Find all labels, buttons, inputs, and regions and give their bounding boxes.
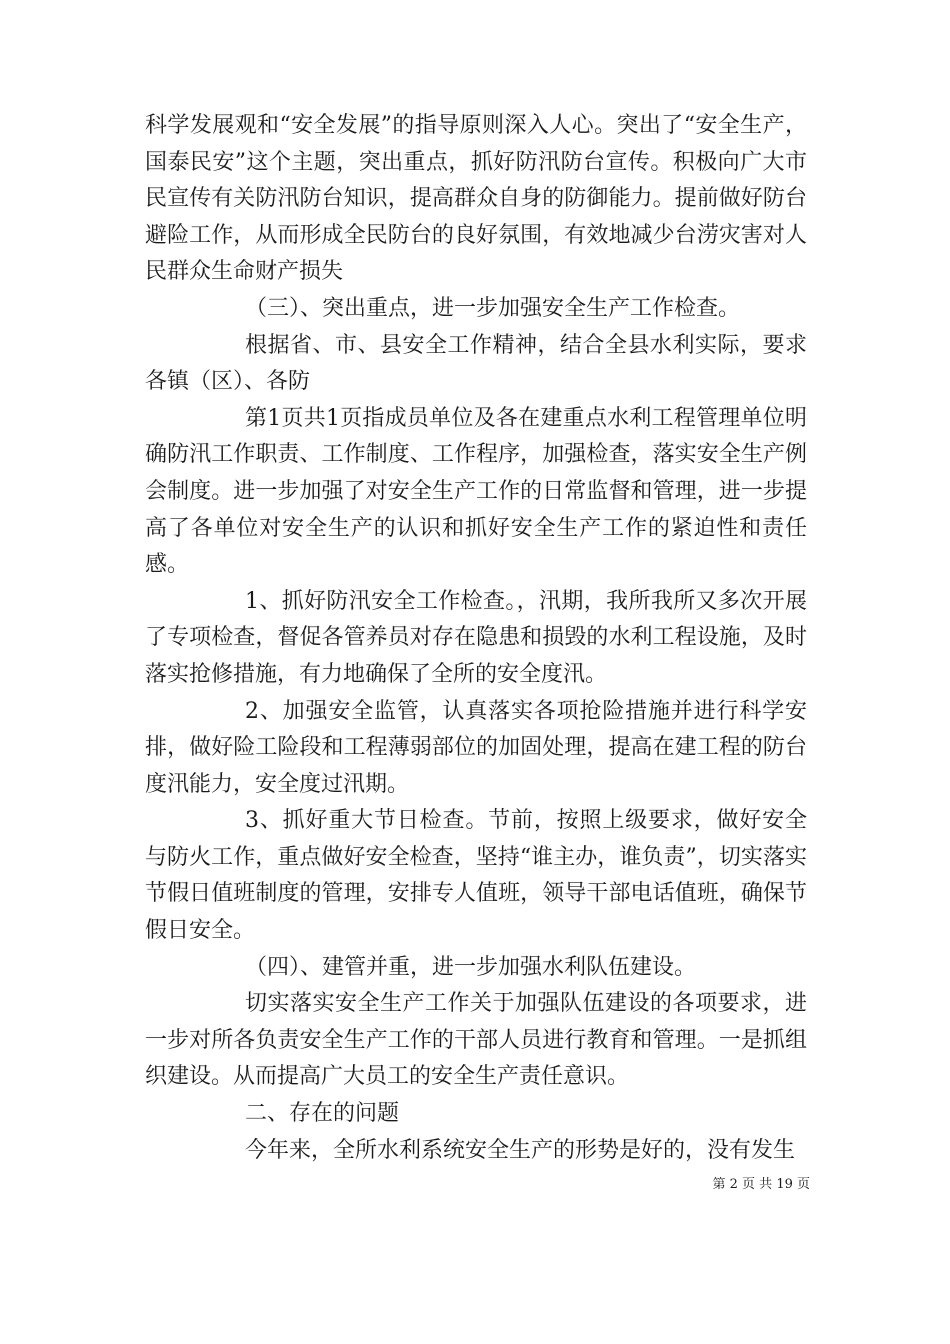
paragraph: 1、抓好防汛安全工作检查。，汛期，我所我所又多次开展了专项检查，督促各管养员对存在隐患和损毁的水利工程设施，及时落实抢修措施，有力地确保了全所的安全度汛。 xyxy=(145,588,807,687)
page-number-footer: 第 2 页 共 19 页 xyxy=(712,1177,810,1192)
paragraph: 2、加强安全监管，认真落实各项抢险措施并进行科学安排，做好险工险段和工程薄弱部位的加固处理，提高在建工程的防台度汛能力，安全度过汛期。 xyxy=(145,698,807,797)
paragraph: （三）、突出重点，进一步加强安全生产工作检查。 xyxy=(245,295,741,321)
paragraph: 3、抓好重大节日检查。节前，按照上级要求，做好安全与防火工作，重点做好安全检查，坚持“谁主办，谁负责”，切实落实节假日值班制度的管理，安排专人值班，领导干部电话值班，确保节假日安全。 xyxy=(145,808,807,944)
document-body xyxy=(145,108,807,1169)
paragraph: 今年来，全所水利系统安全生产的形势是好的，没有发生 xyxy=(245,1137,796,1163)
paragraph: 科学发展观和“安全发展”的指导原则深入人心。突出了“安全生产，国泰民安”这个主题，突出重点，抓好防汛防台宣传。积极向广大市民宣传有关防汛防台知识，提高群众自身的防御能力。提前做好防台避险工作，从而形成全民防台的良好氛围，有效地减少台涝灾害对人民群众生命财产损失 xyxy=(145,113,807,285)
paragraph: 二、存在的问题 xyxy=(245,1101,400,1127)
paragraph: （四）、建管并重，进一步加强水利队伍建设。 xyxy=(245,954,697,980)
paragraph: 切实落实安全生产工作关于加强队伍建设的各项要求，进一步对所各负责安全生产工作的干部人员进行教育和管理。一是抓组织建设。从而提高广大员工的安全生产责任意识。 xyxy=(145,991,807,1090)
paragraph: 根据省、市、县安全工作精神，结合全县水利实际，要求各镇（区）、各防 xyxy=(145,332,807,395)
paragraph: 第1页共1页指成员单位及各在建重点水利工程管理单位明确防汛工作职责、工作制度、工作程序，加强检查，落实安全生产例会制度。进一步加强了对安全生产工作的日常监督和管理，进一步提高了各单位对安全生产的认识和抓好安全生产工作的紧迫性和责任感。 xyxy=(145,405,807,578)
